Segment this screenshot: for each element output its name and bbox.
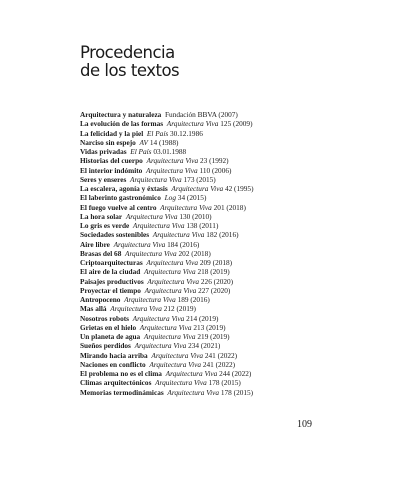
- entry-source: Arquitectura Viva: [143, 267, 196, 277]
- entry-source: Arquitectura Viva: [132, 221, 185, 230]
- source-entry: [80, 203, 254, 212]
- source-entry: [80, 314, 254, 323]
- entry-detail: 241 (2022): [204, 350, 238, 360]
- entry-detail: 234 (2021): [188, 341, 221, 351]
- entry-source: Arquitectura Viva: [160, 202, 212, 212]
- page-title-line-2: de los textos: [80, 60, 180, 80]
- source-entry: [80, 212, 254, 221]
- source-entry: [80, 258, 254, 267]
- entry-source: Arquitectura Viva: [149, 359, 202, 369]
- entry-title: Aire libre: [80, 239, 110, 249]
- entry-title: El laberinto gastronómico: [80, 193, 161, 203]
- entry-detail: 219 (2019): [197, 332, 230, 341]
- source-entry: [80, 378, 254, 387]
- source-entry: [80, 249, 254, 258]
- source-entry: [80, 286, 254, 295]
- entry-source: Arquitectura Viva: [130, 174, 182, 184]
- entry-title: La hora solar: [80, 211, 123, 221]
- entry-source: Arquitectura Viva: [152, 230, 205, 240]
- entry-source: El País: [146, 128, 169, 138]
- source-entry: [80, 184, 254, 193]
- source-entry: [80, 277, 254, 286]
- entry-title: Sueños perdidos: [80, 341, 131, 351]
- entry-title: La evolución de las formas: [80, 119, 164, 129]
- entry-detail: 178 (2015): [208, 378, 241, 388]
- entry-title: Lo gris es verde: [80, 221, 130, 230]
- entry-title: Naciones en conflicto: [80, 359, 146, 369]
- entry-source: Arquitectura Viva: [155, 378, 207, 388]
- entry-title: Arquitectura y naturaleza: [80, 110, 162, 119]
- source-entry: [80, 175, 254, 184]
- entry-detail: 23 (1992): [200, 156, 229, 166]
- source-entry: [80, 230, 254, 239]
- entry-source: Arquitectura Viva: [145, 165, 198, 175]
- entry-detail: 227 (2020): [198, 285, 231, 295]
- source-entry: [80, 110, 254, 119]
- entry-source: Arquitectura Viva: [166, 119, 219, 129]
- source-entry: [80, 221, 254, 230]
- source-entry: [80, 304, 254, 313]
- entry-detail: 189 (2016): [177, 295, 210, 304]
- entry-title: Historias del cuerpo: [80, 156, 143, 166]
- entry-source: Arquitectura Viva: [132, 313, 185, 323]
- entry-detail: 125 (2009): [220, 119, 253, 129]
- entry-detail: 201 (2018): [213, 202, 246, 212]
- entry-detail: 209 (2018): [199, 258, 233, 267]
- entry-title: La felicidad y la piel: [80, 128, 144, 138]
- entry-title: Un planeta de agua: [80, 332, 141, 341]
- entry-title: Narciso sin espejo: [80, 137, 136, 147]
- source-entry: [80, 360, 254, 369]
- entry-source: Arquitectura Viva: [165, 369, 218, 378]
- entry-detail: 138 (2011): [186, 221, 219, 230]
- source-entry: [80, 388, 254, 397]
- entry-source: Arquitectura Viva: [110, 304, 162, 314]
- source-entry: [80, 119, 254, 128]
- entry-title: El fuego vuelve al centro: [80, 202, 157, 212]
- entry-detail: 184 (2016): [167, 239, 200, 249]
- entry-detail: 03.01.1988: [153, 147, 187, 156]
- entry-detail: 14 (1988): [149, 137, 179, 147]
- entry-source: Arquitectura Viva: [144, 285, 197, 295]
- source-entry: [80, 156, 254, 165]
- entry-detail: 213 (2019): [193, 322, 226, 332]
- entry-source: Arquitectura Viva: [113, 239, 166, 249]
- entry-detail: 34 (2015): [177, 193, 207, 203]
- entry-source: Arquitectura Viva: [125, 211, 178, 221]
- entry-source: Arquitectura Viva: [171, 184, 224, 193]
- entry-title: Vidas privadas: [80, 147, 127, 156]
- entry-detail: 173 (2015): [183, 174, 216, 184]
- entry-title: Mirando hacia arriba: [80, 350, 148, 360]
- entry-source: Arquitectura Viva: [125, 248, 177, 258]
- entry-title: El interior indómito: [80, 165, 143, 175]
- entry-detail: 30.12.1986: [170, 128, 203, 138]
- entry-source: Arquitectura Viva: [167, 387, 220, 397]
- entry-title: El aire de la ciudad: [80, 267, 141, 277]
- entry-detail: 226 (2020): [200, 276, 234, 286]
- source-entry: [80, 166, 254, 175]
- entry-detail: 212 (2019): [163, 304, 196, 314]
- source-entry: [80, 369, 254, 378]
- entry-detail: Fundación BBVA (2007): [165, 110, 238, 119]
- source-entry: [80, 129, 254, 138]
- page-number: 109: [297, 419, 312, 430]
- source-entry: [80, 332, 254, 341]
- entry-title: Seres y enseres: [80, 174, 127, 184]
- entry-source: Arquitectura Viva: [139, 322, 192, 332]
- entry-title: Criptoarquitecturas: [80, 258, 143, 267]
- entry-title: Memorias termodinámicas: [80, 387, 164, 397]
- entry-detail: 182 (2016): [206, 230, 239, 240]
- entry-source: Log: [164, 193, 176, 203]
- entry-title: Brasas del 68: [80, 248, 122, 258]
- entry-title: Proyectar el tiempo: [80, 285, 141, 295]
- entry-title: El problema no es el clima: [80, 369, 162, 378]
- entry-title: Sociedades sostenibles: [80, 230, 150, 240]
- entry-detail: 42 (1995): [224, 184, 254, 193]
- source-entry: [80, 341, 254, 350]
- source-entry: [80, 138, 254, 147]
- source-entry: [80, 193, 254, 202]
- entry-title: Paisajes productivos: [80, 276, 144, 286]
- entry-source: AV: [139, 137, 149, 147]
- entry-detail: 202 (2018): [178, 248, 211, 258]
- entry-title: La escalera, agonía y éxtasis: [80, 184, 168, 193]
- sources-list: [80, 110, 254, 397]
- entry-source: Arquitectura Viva: [147, 276, 200, 286]
- entry-source: Arquitectura Viva: [146, 156, 199, 166]
- entry-title: Climas arquitectónicos: [80, 378, 152, 388]
- entry-detail: 130 (2010): [179, 211, 212, 221]
- entry-detail: 218 (2019): [197, 267, 230, 277]
- source-entry: [80, 351, 254, 360]
- entry-source: Arquitectura Viva: [143, 332, 196, 341]
- entry-title: Mas allá: [80, 304, 107, 314]
- entry-source: El País: [130, 147, 152, 156]
- entry-source: Arquitectura Viva: [134, 341, 187, 351]
- entry-detail: 241 (2022): [202, 359, 236, 369]
- entry-detail: 110 (2006): [199, 165, 232, 175]
- page-title: [80, 44, 179, 79]
- entry-title: Nosotros robots: [80, 313, 129, 323]
- source-entry: [80, 323, 254, 332]
- source-entry: [80, 240, 254, 249]
- entry-source: Arquitectura Viva: [151, 350, 204, 360]
- entry-title: Grietas en el hielo: [80, 322, 137, 332]
- source-entry: [80, 147, 254, 156]
- entry-detail: 214 (2019): [186, 313, 219, 323]
- source-entry: [80, 267, 254, 276]
- source-entry: [80, 295, 254, 304]
- page-title-line-1: Procedencia: [80, 43, 175, 62]
- entry-source: Arquitectura Viva: [146, 258, 199, 267]
- entry-title: Antropoceno: [80, 295, 121, 304]
- entry-detail: 244 (2022): [219, 369, 252, 378]
- entry-source: Arquitectura Viva: [124, 295, 176, 304]
- entry-detail: 178 (2015): [220, 387, 254, 397]
